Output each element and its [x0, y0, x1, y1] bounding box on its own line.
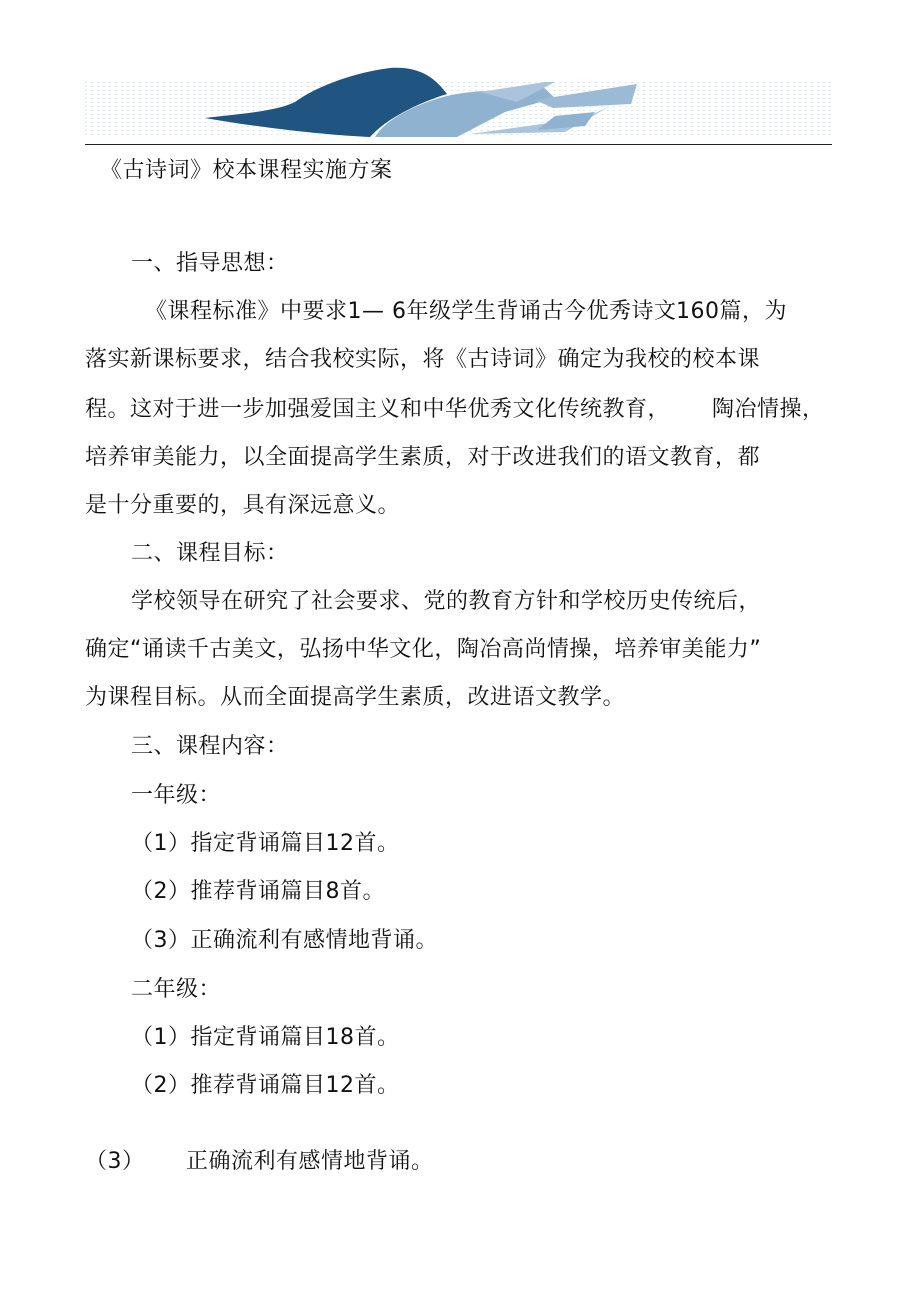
heading-text: 三、课程内容：: [131, 734, 289, 759]
heading-text: 二、课程目标：: [131, 541, 289, 566]
text-run: （1）指定背诵篇目12首。: [131, 831, 400, 856]
text-run: 陶冶情操，: [712, 397, 825, 422]
text-run: （2）推荐背诵篇目12首。: [131, 1073, 400, 1098]
header-rule: [85, 144, 832, 145]
text-run: （1）指定背诵篇目18首。: [131, 1025, 400, 1050]
text-run: （2）推荐背诵篇目8首。: [131, 879, 385, 904]
text-run: 《课程标准》中要求1— 6年级学生背诵古今优秀诗文: [145, 299, 677, 324]
text-run: 为课程目标。从而全面提高学生素质，改进语文教学。: [85, 685, 626, 710]
list-item: [0, 878, 385, 934]
section-heading-course-content: [0, 733, 289, 789]
text-run: （3）: [85, 1149, 145, 1174]
title-text: 《古诗词》校本课程实施方案: [100, 158, 393, 183]
list-item: [0, 1072, 400, 1128]
paragraph-line: [0, 684, 626, 740]
text-run: 160篇，为: [676, 299, 787, 324]
text-run: 培养审美能力，以全面提高学生素质，对于改进我们的语文教育，都: [85, 445, 761, 470]
list-item: [0, 927, 438, 983]
text-run: 正确流利有感情地背诵。: [186, 1149, 434, 1174]
text-run: 是十分重要的，具有深远意义。: [85, 493, 401, 518]
text-run: 确定“诵读千古美文，弘扬中华文化，陶冶高尚情操，培养审美能力”: [85, 637, 762, 662]
text-run: 学校领导在研究了社会要求、党的教育方针和学校历史传统后，: [131, 589, 762, 614]
heading-text: 二年级：: [131, 977, 222, 1002]
heading-text: 一年级：: [131, 783, 222, 808]
text-run: （3）正确流利有感情地背诵。: [131, 928, 438, 953]
paragraph-line: [0, 346, 761, 402]
heading-text: 一、指导思想：: [131, 251, 289, 276]
header-banner-graphic: [85, 62, 832, 146]
text-run: 程。这对于进一步加强爱国主义和中华优秀文化传统教育，: [85, 397, 671, 422]
document-title: [0, 157, 393, 213]
text-run: 落实新课标要求，结合我校实际，将《古诗词》确定为我校的校本课: [85, 347, 761, 372]
list-item: [0, 1148, 434, 1232]
